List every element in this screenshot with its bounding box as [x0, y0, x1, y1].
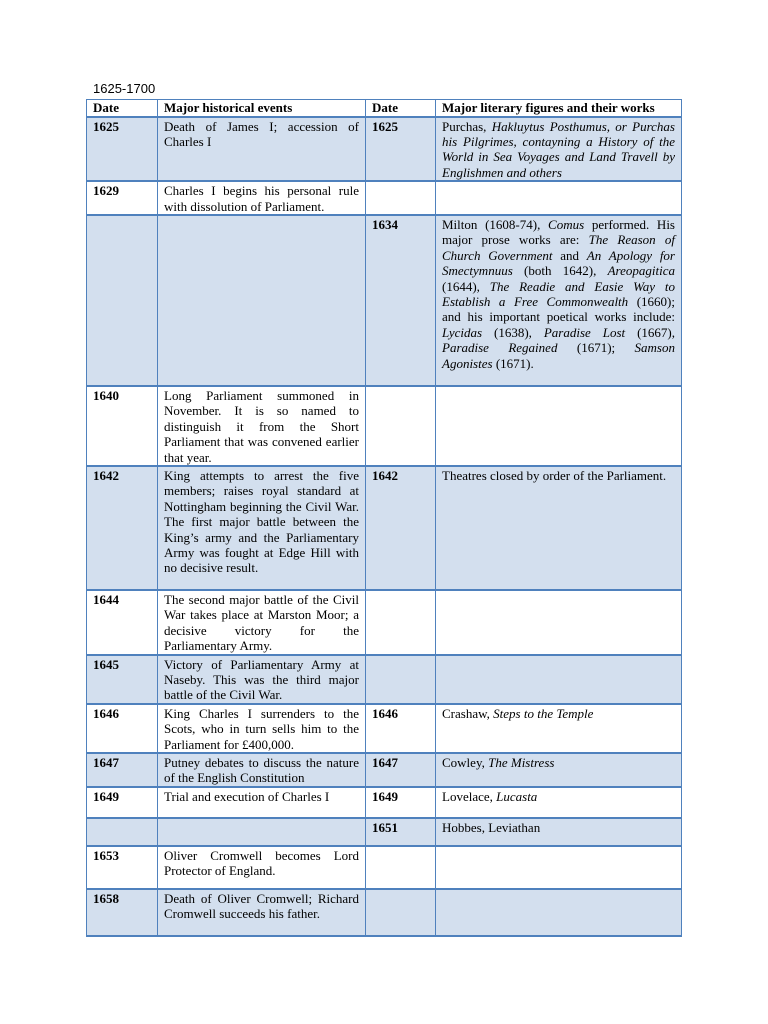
- historical-event-cell: The second major battle of the Civil War takes place at Marston Moor; a decisive victory for the Parliamentary Army.: [158, 590, 366, 655]
- literary-date-cell: [366, 889, 436, 936]
- historical-event-cell: Charles I begins his personal rule with dissolution of Parliament.: [158, 181, 366, 215]
- table-row: [87, 787, 682, 818]
- historical-event-cell: Death of James I; accession of Charles I: [158, 117, 366, 182]
- work-text: (both 1642),: [512, 263, 608, 279]
- event-date-cell: [87, 215, 158, 386]
- historical-event-cell: King Charles I surrenders to the Scots, who in turn sells him to the Parliament for £400,000.: [158, 704, 366, 753]
- header-row: [87, 100, 682, 117]
- event-date-cell: 1645: [87, 655, 158, 704]
- literary-date-cell: 1649: [366, 787, 436, 818]
- work-text: (1671).: [492, 355, 534, 371]
- literary-work-cell: [436, 787, 682, 818]
- event-date-cell: 1649: [87, 787, 158, 818]
- literary-date-cell: [366, 590, 436, 655]
- literary-date-cell: 1634: [366, 215, 436, 386]
- work-title: Steps to the Temple: [493, 705, 594, 721]
- table-row: [87, 215, 682, 386]
- work-title: The Mistress: [488, 755, 555, 771]
- event-date-cell: 1658: [87, 889, 158, 936]
- historical-event-cell: Victory of Parliamentary Army at Naseby. This was the third major battle of the Civil War.: [158, 655, 366, 704]
- literary-work-cell: [436, 181, 682, 215]
- literary-date-cell: 1647: [366, 753, 436, 787]
- work-text: Cowley,: [442, 755, 489, 771]
- event-date-cell: 1625: [87, 117, 158, 182]
- table-row: [87, 655, 682, 704]
- literary-work-cell: [436, 818, 682, 846]
- work-text: Lovelace,: [442, 788, 497, 804]
- event-date-cell: 1640: [87, 386, 158, 466]
- work-title: The Readie and Easie Way to Establish a Free Commonwealth: [442, 278, 675, 309]
- work-text: and: [552, 247, 587, 263]
- literary-work-cell: [436, 704, 682, 753]
- work-title: Samson Agonistes: [442, 340, 675, 371]
- historical-event-cell: Death of Oliver Cromwell; Richard Cromwell succeeds his father.: [158, 889, 366, 936]
- literary-work-cell: [436, 753, 682, 787]
- event-date-cell: 1629: [87, 181, 158, 215]
- event-date-cell: 1642: [87, 466, 158, 590]
- event-date-cell: 1647: [87, 753, 158, 787]
- table-row: [87, 753, 682, 787]
- table-row: [87, 466, 682, 590]
- literary-date-cell: 1642: [366, 466, 436, 590]
- work-title: Comus: [548, 216, 585, 232]
- event-date-cell: 1644: [87, 590, 158, 655]
- event-date-cell: 1646: [87, 704, 158, 753]
- literary-work-cell: [436, 889, 682, 936]
- historical-event-cell: Putney debates to discuss the nature of the English Constitution: [158, 753, 366, 787]
- literary-work-cell: [436, 386, 682, 466]
- work-title: Paradise Lost: [543, 324, 626, 340]
- literary-work-cell: [436, 117, 682, 182]
- work-text: (1638),: [482, 324, 544, 340]
- historical-event-cell: Trial and execution of Charles I: [158, 787, 366, 818]
- table-row: [87, 704, 682, 753]
- literary-date-cell: 1651: [366, 818, 436, 846]
- literary-date-cell: [366, 655, 436, 704]
- work-title: Areopagitica: [607, 263, 675, 279]
- work-text: (1671);: [557, 340, 635, 356]
- work-text: Milton (1608-74),: [442, 216, 549, 232]
- work-text: Purchas,: [442, 118, 492, 134]
- literary-work-cell: [436, 655, 682, 704]
- table-row: [87, 117, 682, 182]
- work-text: (1660); and his important poetical works include:: [442, 293, 675, 325]
- header-date-events: Date: [87, 100, 158, 117]
- historical-event-cell: King attempts to arrest the five members; raises royal standard at Nottingham beginning the Civil War. The first major battle between the King’s army and the Parliamentary Army was fought at Edge Hill with no decisive result.: [158, 466, 366, 590]
- work-text: Hobbes, Leviathan: [442, 819, 541, 835]
- work-text: (1667),: [625, 324, 675, 340]
- literary-date-cell: [366, 386, 436, 466]
- work-text: Crashaw,: [442, 705, 494, 721]
- literary-work-cell: [436, 215, 682, 386]
- historical-event-cell: [158, 215, 366, 386]
- literary-work-cell: [436, 466, 682, 590]
- work-text: (1644),: [442, 278, 490, 294]
- literary-date-cell: 1646: [366, 704, 436, 753]
- historical-event-cell: Oliver Cromwell becomes Lord Protector of England.: [158, 846, 366, 889]
- historical-event-cell: Long Parliament summoned in November. It is so named to distinguish it from the Short Parliament that was convened earlier that year.: [158, 386, 366, 466]
- page-caption: 1625-1700: [93, 81, 156, 96]
- event-date-cell: 1653: [87, 846, 158, 889]
- event-date-cell: [87, 818, 158, 846]
- table-row: [87, 889, 682, 936]
- table-row: [87, 386, 682, 466]
- work-title: Hakluytus Posthumus, or Purchas his Pilgrimes, contayning a History of the World in Sea Voyages and Land Travell by Englishmen and others: [442, 118, 675, 180]
- header-date-literary: Date: [366, 100, 436, 117]
- literary-date-cell: [366, 181, 436, 215]
- literary-date-cell: 1625: [366, 117, 436, 182]
- work-text: Theatres closed by order of the Parliament.: [442, 467, 667, 483]
- work-title: Lucasta: [496, 788, 538, 804]
- work-title: Paradise Regained: [442, 340, 558, 356]
- header-historical-events: Major historical events: [158, 100, 366, 117]
- work-text: performed. His major prose works are:: [442, 216, 675, 248]
- literary-work-cell: [436, 846, 682, 889]
- work-title: Lycidas: [442, 324, 483, 340]
- timeline-body: [87, 117, 682, 936]
- work-title: The Reason of Church Government: [442, 232, 675, 263]
- timeline-table: [86, 99, 682, 937]
- literary-work-cell: [436, 590, 682, 655]
- literary-date-cell: [366, 846, 436, 889]
- work-title: An Apology for Smectymnuus: [442, 247, 675, 279]
- historical-event-cell: [158, 818, 366, 846]
- table-row: [87, 590, 682, 655]
- table-row: [87, 846, 682, 889]
- table-row: [87, 181, 682, 215]
- header-literary-works: Major literary figures and their works: [436, 100, 682, 117]
- table-row: [87, 818, 682, 846]
